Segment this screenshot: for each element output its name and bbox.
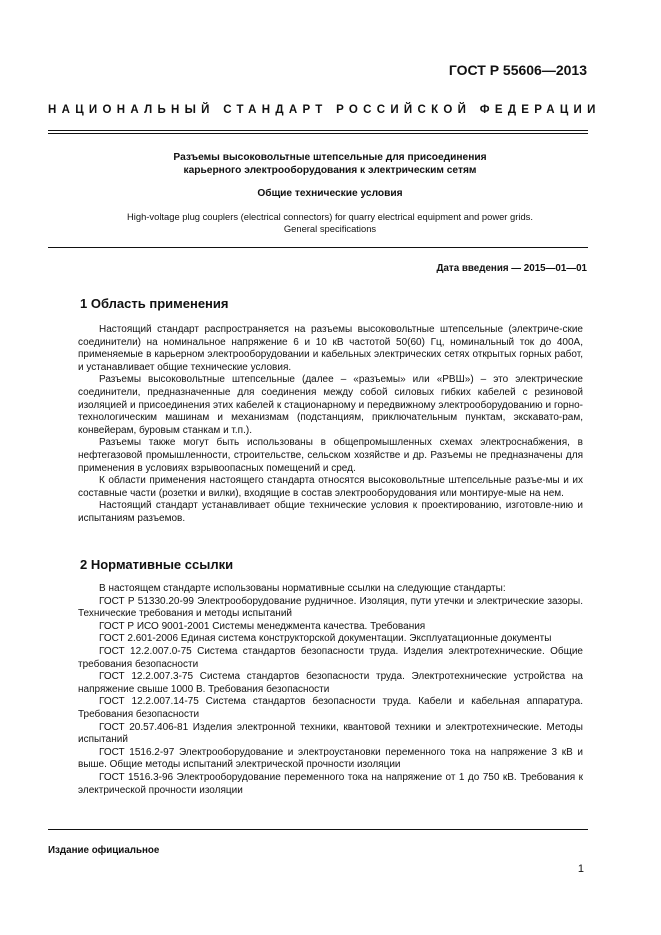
footer-rule [48, 829, 588, 830]
title-line-1: Разъемы высоковольтные штепсельные для присоединения [173, 152, 487, 163]
reference-item: ГОСТ 12.2.007.14-75 Система стандартов безопасности труда. Кабели и кабельная аппаратура. Требования безопасности [78, 696, 583, 720]
paragraph: Разъемы также могут быть использованы в общепромышленных схемах электроснабжения, в нефтегазовой промышленности, строительстве, сельском хозяйстве и др. Разъемы не предназначены для применения в условиях взрывоопасных помещений и сред. [78, 437, 583, 474]
section-2-body [78, 583, 583, 797]
english-title-line-2: General specifications [283, 223, 377, 234]
official-edition-label: Издание официальное [48, 845, 160, 856]
introduction-date: Дата введения — 2015—01—01 [436, 263, 587, 274]
document-number: ГОСТ Р 55606—2013 [448, 62, 587, 78]
section-2-heading: 2 Нормативные ссылки [80, 557, 234, 572]
title-rule [48, 247, 588, 248]
reference-item: ГОСТ 2.601-2006 Единая система конструкторской документации. Эксплуатационные документы [99, 633, 552, 645]
english-title [60, 211, 600, 235]
section-1-body [78, 324, 583, 526]
document-title [60, 152, 600, 177]
paragraph: В настоящем стандарте использованы нормативные ссылки на следующие стандарты: [99, 583, 506, 594]
title-line-2: карьерного электрооборудования к электрическим сетям [183, 164, 477, 176]
paragraph: Разъемы высоковольтные штепсельные (далее – «разъемы» или «РВШ») – это электрические соединители, предназначенные для соединения между собой силовых гибких кабелей с резиновой изоляцией и присоединения этих кабелей к стационарному и передвижному электрооборудованию и горно-технологическим машинам и механизмам (подстанциям, приключательным пунктам, экскавато-рам, конвейерам, буровым станкам и т.п.). [78, 374, 583, 436]
document-subtitle: Общие технические условия [257, 188, 403, 199]
paragraph: К области применения настоящего стандарта относятся высоковольтные штепсельные разъе-мы и их составные части (розетки и вилки), входящие в состав электрооборудования или монтируе-мые на нем. [78, 475, 583, 499]
national-standard-banner: НАЦИОНАЛЬНЫЙ СТАНДАРТ РОССИЙСКОЙ ФЕДЕРАЦИИ [48, 104, 601, 116]
english-title-line-1: High-voltage plug couplers (electrical connectors) for quarry electrical equipment and power grids. [127, 211, 533, 222]
reference-item: ГОСТ 1516.3-96 Электрооборудование переменного тока на напряжение от 1 до 750 кВ. Требования к электрической прочности изоляции [78, 771, 583, 796]
reference-item: ГОСТ Р ИСО 9001-2001 Системы менеджмента качества. Требования [99, 620, 426, 632]
reference-item: ГОСТ 12.2.007.0-75 Система стандартов безопасности труда. Изделия электротехнические. Общие требования безопасности [78, 645, 583, 670]
header-rule-thin [48, 133, 588, 134]
reference-item: ГОСТ 1516.2-97 Электрооборудование и электроустановки переменного тока на напряжение 3 кВ и выше. Общие методы испытаний электрической прочности изоляции [78, 746, 583, 771]
header-rule-thick [48, 130, 588, 131]
paragraph: Настоящий стандарт устанавливает общие технические условия к проектированию, изготовле-нию и испытаниям разъемов. [78, 500, 583, 524]
reference-item: ГОСТ 20.57.406-81 Изделия электронной техники, квантовой техники и электротехнические. Методы испытаний [78, 721, 583, 746]
section-1-heading: 1 Область применения [80, 296, 229, 311]
reference-item: ГОСТ 12.2.007.3-75 Система стандартов безопасности труда. Электротехнические устройства на напряжение свыше 1000 В. Требования безопасности [78, 671, 583, 695]
reference-item: ГОСТ Р 51330.20-99 Электрооборудование рудничное. Изоляция, пути утечки и электрические зазоры. Технические требования и методы испытаний [78, 595, 583, 620]
paragraph: Настоящий стандарт распространяется на разъемы высоковольтные штепсельные (электриче-ские соединители) на номинальное напряжение 6 и 10 кВ частотой 50(60) Гц, номинальный ток до 400А, применяемые в карьерном электрооборудовании и кабельных электрических сетях открытых горных работ, и устанавливает общие технические условия. [78, 324, 583, 373]
page-number: 1 [577, 863, 584, 875]
